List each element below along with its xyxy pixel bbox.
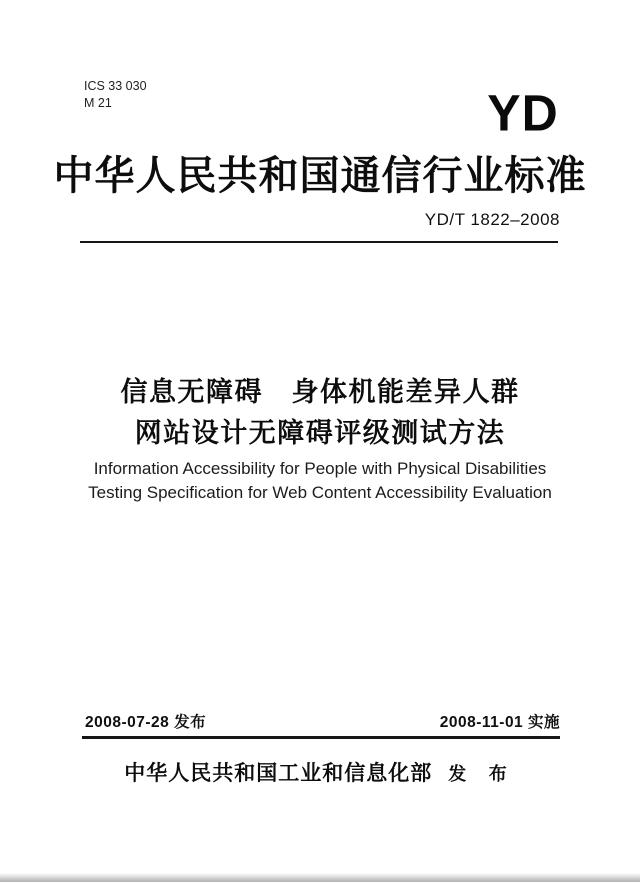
issue-date: 2008-07-28 发布 xyxy=(85,714,207,731)
document-title-english xyxy=(0,457,640,505)
document-title-cn-line2: 网站设计无障碍评级测试方法 xyxy=(134,418,506,448)
issue-label: 发 布 xyxy=(448,764,516,784)
header-divider xyxy=(80,241,558,243)
document-title-en-line2: Testing Specification for Web Content Accessibility Evaluation xyxy=(88,483,552,502)
ics-code: ICS 33 030 xyxy=(84,79,147,93)
standard-family-title: 中华人民共和国通信行业标准 xyxy=(53,154,587,198)
footer-divider xyxy=(82,736,560,739)
implementation-date: 2008-11-01 实施 xyxy=(439,714,560,731)
dates-row xyxy=(85,710,560,732)
china-class-code: M 21 xyxy=(84,96,112,110)
classification-codes xyxy=(84,78,147,112)
scan-edge-shadow xyxy=(0,873,640,882)
issuing-body: 中华人民共和国工业和信息化部 xyxy=(124,761,433,785)
document-title-chinese xyxy=(0,372,640,454)
yd-logo: YD xyxy=(487,84,559,142)
issuing-body-row xyxy=(0,757,640,787)
document-title-en-line1: Information Accessibility for People with Physical Disabilities xyxy=(93,459,547,478)
document-title-cn-line1: 信息无障碍 身体机能差异人群 xyxy=(120,377,520,407)
standard-number: YD/T 1822–2008 xyxy=(424,210,560,229)
